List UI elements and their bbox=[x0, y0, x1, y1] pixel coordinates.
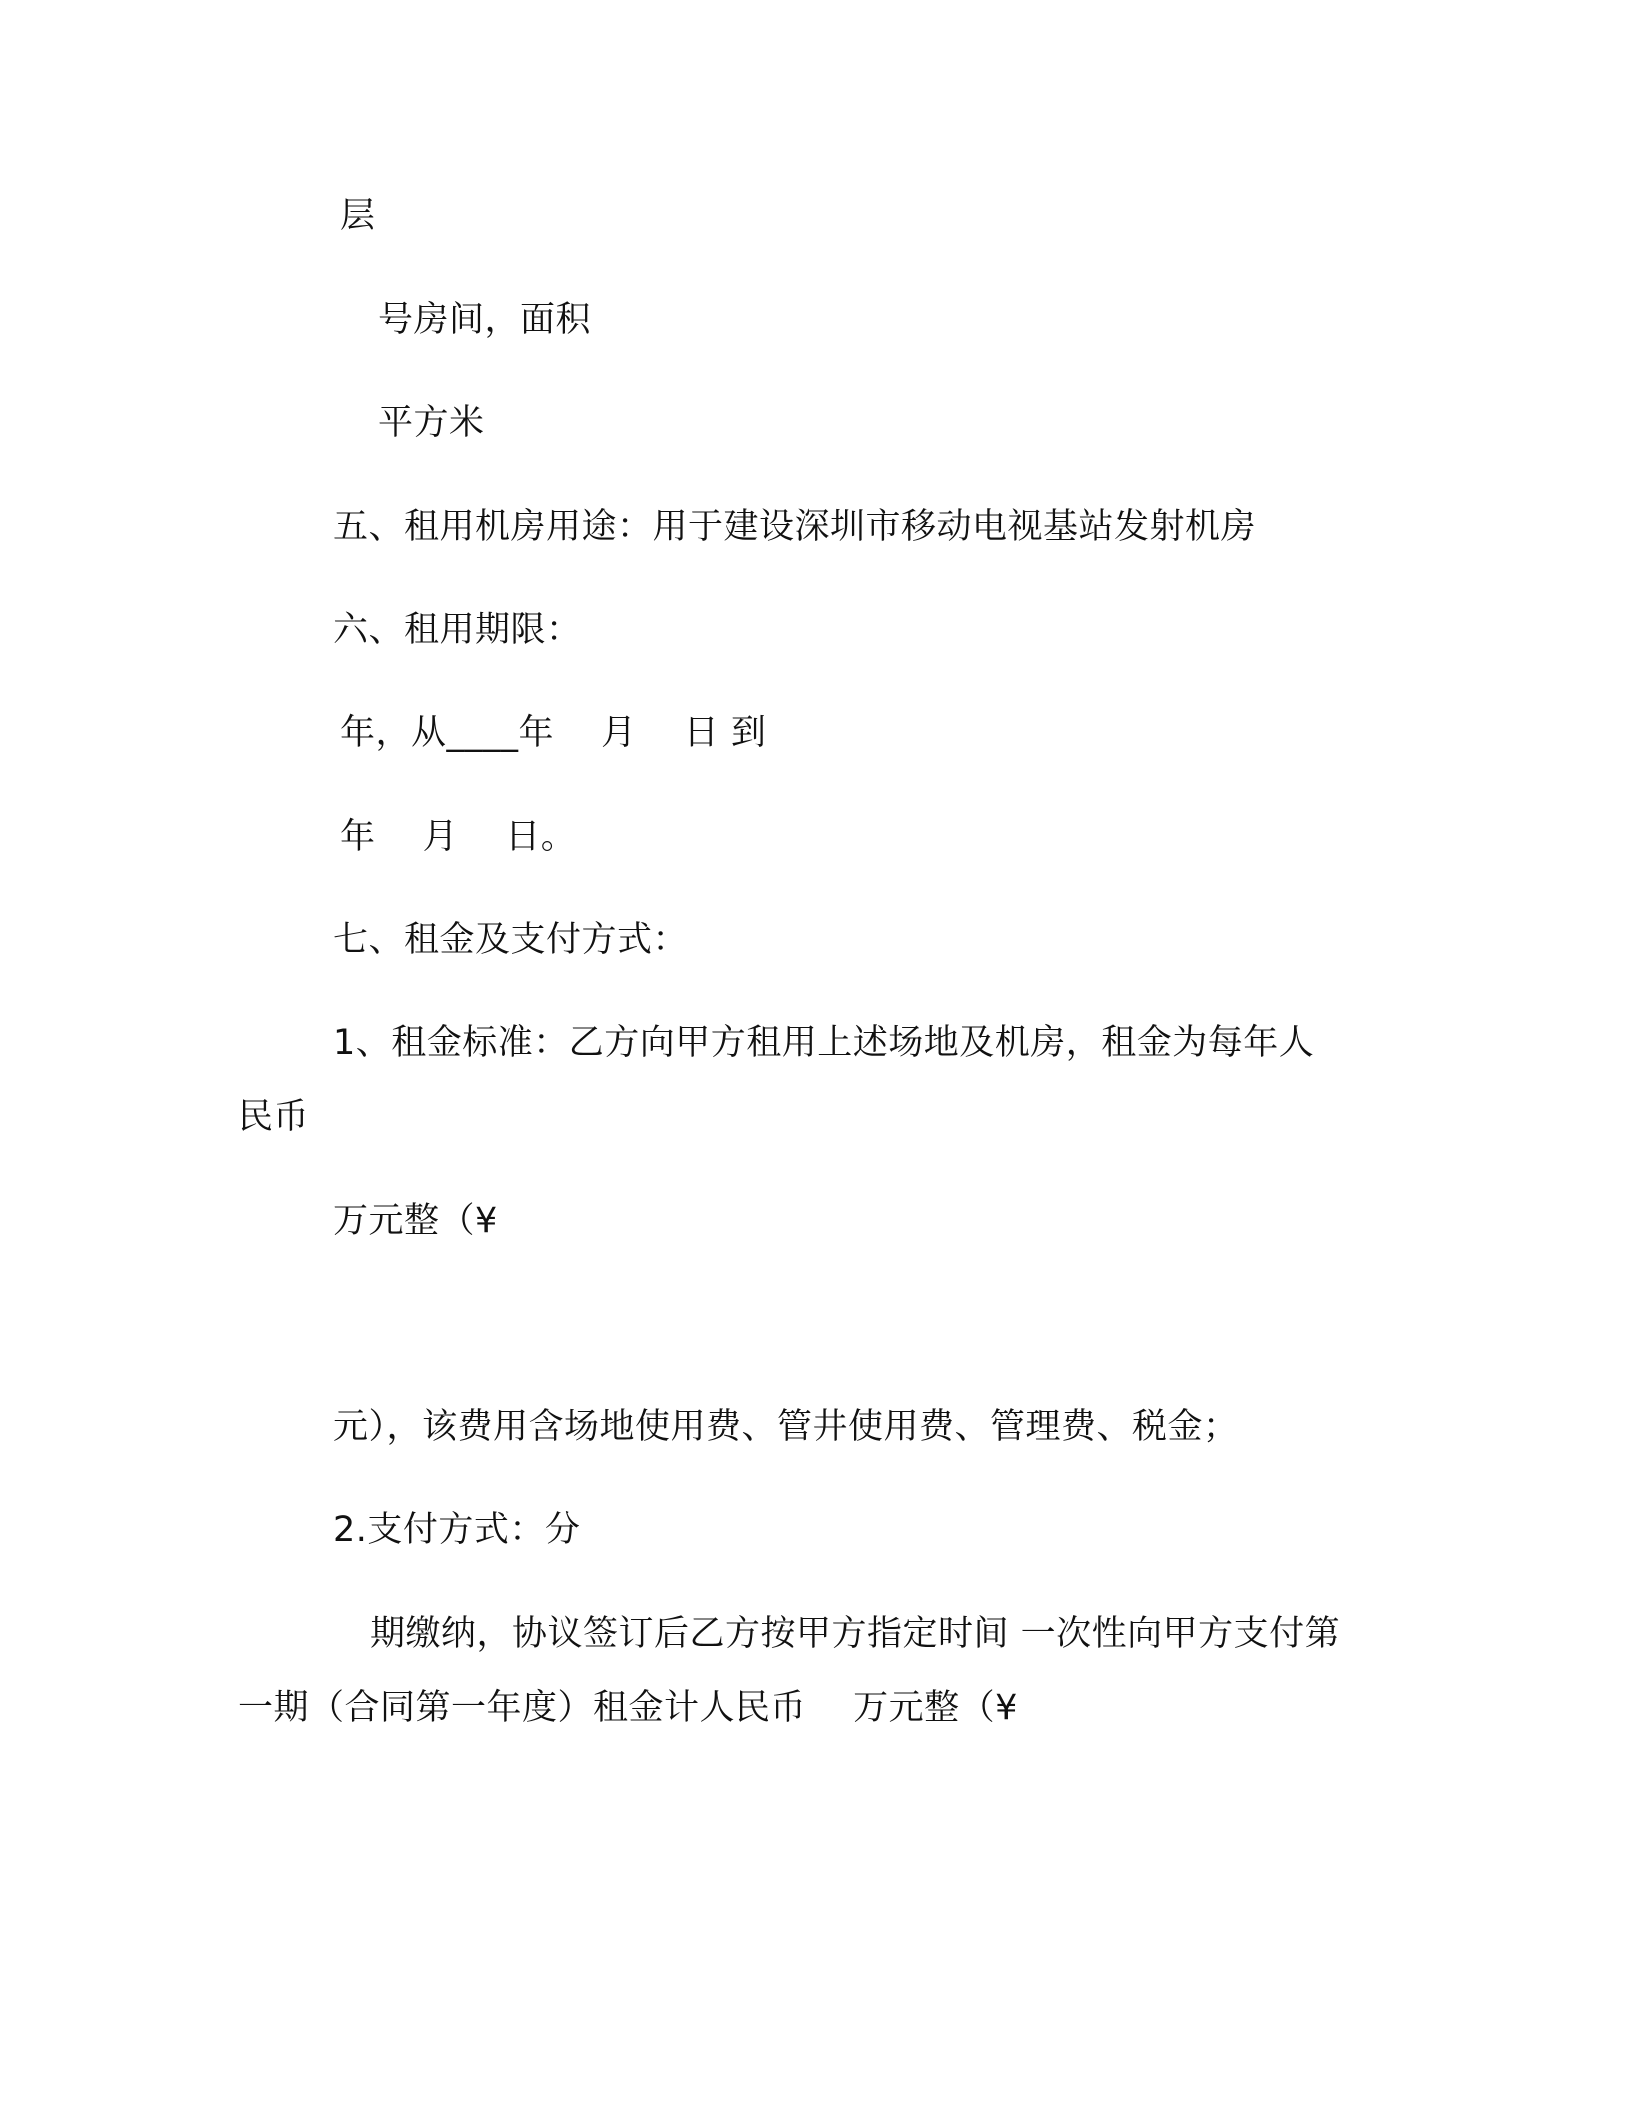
section-5-heading: 五、租用机房用途：用于建设深圳市移动电视基站发射机房 bbox=[333, 507, 1257, 547]
term-from-line: 年，从____年 月 日 到 bbox=[340, 713, 767, 753]
term-to-line: 年 月 日。 bbox=[340, 817, 577, 857]
room-area-line: 号房间，面积 bbox=[378, 300, 592, 340]
rent-standard-line: 1、租金标准：乙方向甲方租用上述场地及机房，租金为每年人 bbox=[333, 1023, 1315, 1063]
payment-method-line: 2.支付方式：分 bbox=[333, 1510, 581, 1550]
section-7-heading: 七、租金及支付方式： bbox=[333, 920, 689, 960]
payment-first-period-line: 一期（合同第一年度）租金计人民币 万元整（¥ bbox=[238, 1688, 1018, 1728]
square-meters-line: 平方米 bbox=[378, 403, 485, 443]
section-6-heading: 六、租用期限： bbox=[333, 610, 582, 650]
rent-includes-line: 元），该费用含场地使用费、管井使用费、管理费、税金； bbox=[333, 1407, 1239, 1447]
floor-line: 层 bbox=[340, 196, 376, 236]
rent-standard-continuation: 民币 bbox=[238, 1097, 310, 1137]
rent-amount-line: 万元整（¥ bbox=[333, 1201, 498, 1241]
payment-detail-line: 期缴纳，协议签订后乙方按甲方指定时间 一次性向甲方支付第 bbox=[370, 1614, 1341, 1654]
